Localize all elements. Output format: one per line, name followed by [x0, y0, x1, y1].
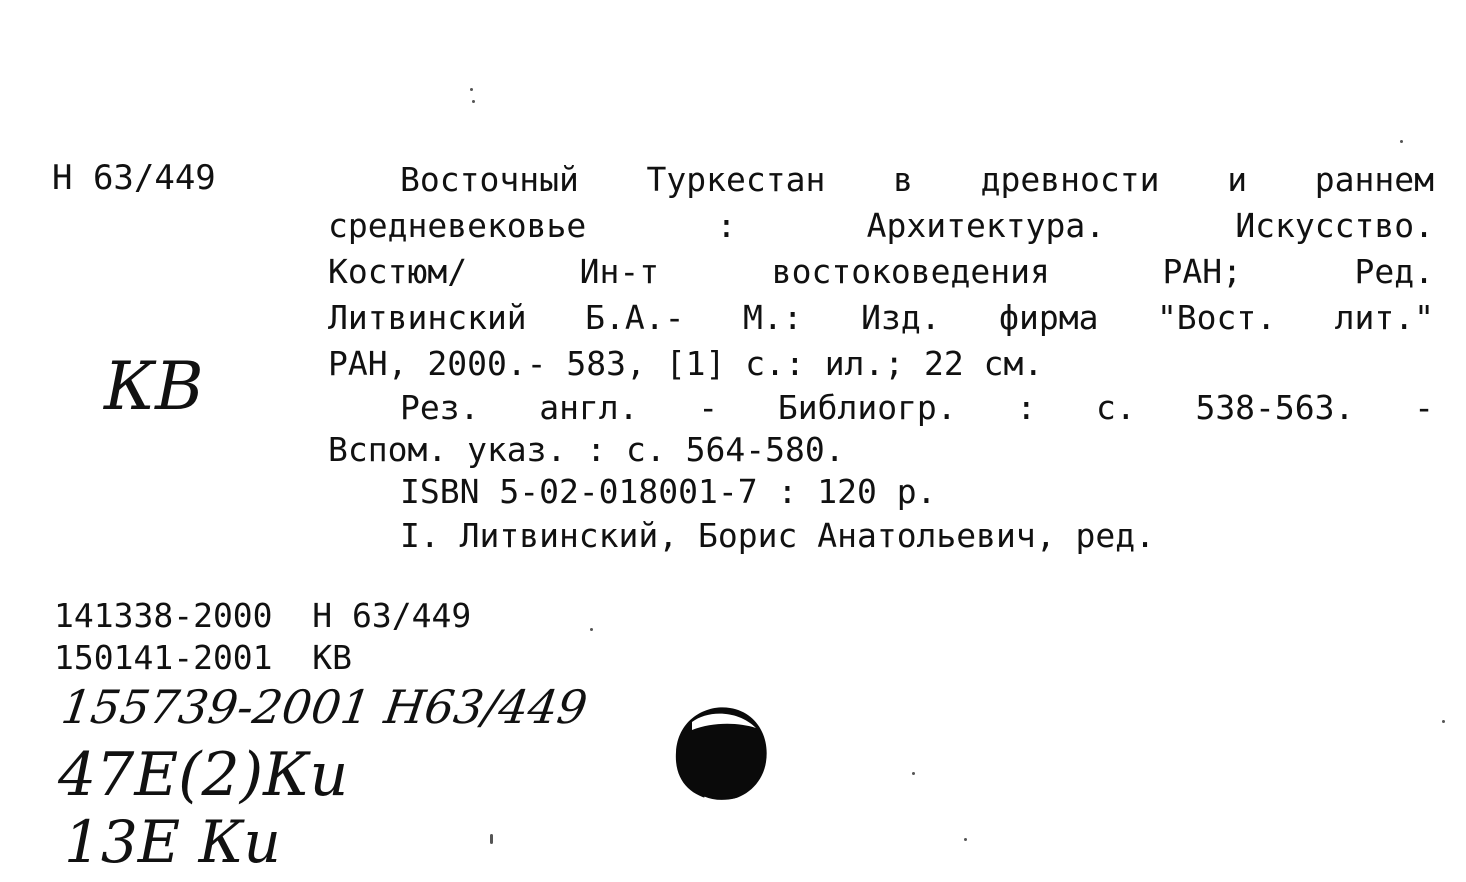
- punch-hole-icon: [668, 700, 774, 810]
- description-line: средневековье : Архитектура. Искусство.: [328, 206, 1434, 245]
- dust-speck: [912, 772, 915, 775]
- dust-speck: [964, 838, 967, 841]
- inventory-line: 141338-2000 Н 63/449: [54, 596, 472, 635]
- shelfmark: Н 63/449: [52, 158, 216, 198]
- stamp-label: КВ: [104, 348, 204, 425]
- inventory-line: 150141-2001 КВ: [54, 638, 353, 677]
- notes-line: Рез. англ. - Библиогр. : с. 538-563. -: [400, 388, 1434, 427]
- dust-speck: [490, 834, 493, 844]
- dust-speck: [590, 628, 593, 631]
- description-line: Восточный Туркестан в древности и раннем: [400, 160, 1434, 199]
- notes-line: Вспом. указ. : с. 564-580.: [328, 430, 845, 469]
- handwritten-inventory: 155739-2001 Н63/449: [58, 680, 591, 734]
- handwritten-class-mark: 47Е(2)Ки: [58, 740, 349, 810]
- description-line: РАН, 2000.- 583, [1] с.: ил.; 22 см.: [328, 344, 1044, 383]
- added-entry: I. Литвинский, Борис Анатольевич, ред.: [400, 516, 1155, 555]
- dust-speck: [1442, 720, 1445, 723]
- dust-speck: [472, 100, 475, 103]
- description-line: Литвинский Б.А.- М.: Изд. фирма "Вост. лит.": [328, 298, 1434, 337]
- description-line: Костюм/ Ин-т востоковедения РАН; Ред.: [328, 252, 1434, 291]
- isbn-line: ISBN 5-02-018001-7 : 120 р.: [400, 472, 937, 511]
- handwritten-class-mark: 13Е Ки: [64, 808, 281, 876]
- dust-speck: [470, 88, 473, 91]
- dust-speck: [1400, 140, 1403, 143]
